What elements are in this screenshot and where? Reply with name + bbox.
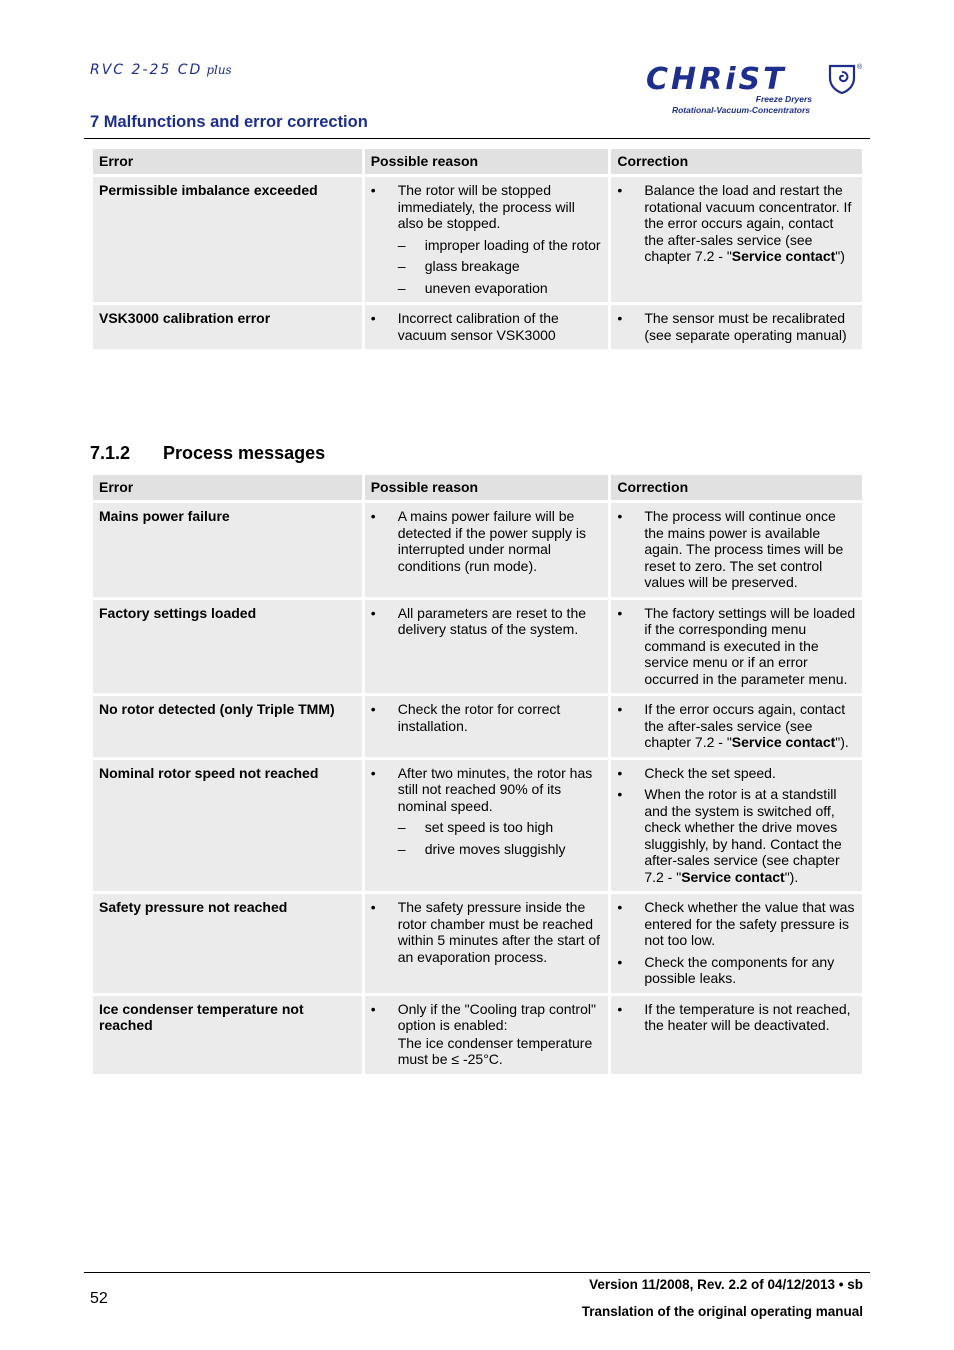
christ-logo — [640, 62, 868, 122]
list-item: • The process will continue once the mains power is available again. The process times will be reset to zero. The set control values will be preserved. — [617, 508, 844, 590]
table-header-row — [93, 149, 862, 174]
list-item: • If the error occurs again, contact the after-sales service (see chapter 7.2 - "Service contact"). — [617, 701, 849, 750]
error-name: Factory settings loaded — [93, 600, 362, 694]
list-item: • The rotor will be stopped immediately, the process will also be stopped. – improper loading of the rotor – glass breakage – uneven evaporation — [370, 182, 601, 296]
correction-cell — [611, 600, 862, 694]
reason-cell — [365, 894, 609, 993]
error-name: Mains power failure — [93, 503, 362, 597]
correction-cell — [611, 305, 862, 349]
table-row — [93, 305, 862, 349]
list-item: – improper loading of the rotor — [397, 236, 601, 253]
product-name — [90, 62, 232, 78]
footer-rule — [84, 1272, 870, 1273]
shield-logo-icon — [828, 64, 856, 94]
list-item: • A mains power failure will be detected if the power supply is interrupted under normal conditions (run mode). — [370, 508, 587, 574]
page-number: 52 — [90, 1290, 108, 1307]
footer-translation: Translation of the original operating manual — [581, 1304, 863, 1319]
header-correction: Correction — [611, 149, 862, 174]
reason-cell — [365, 996, 609, 1074]
list-item: • Check the rotor for correct installation. — [370, 701, 561, 734]
product-suffix: plus — [206, 63, 232, 77]
header-error: Error — [93, 149, 362, 174]
list-item: • Check the set speed. — [617, 764, 776, 781]
table-header-row — [93, 475, 862, 500]
list-item: • Only if the "Cooling trap control" option is enabled: The ice condenser temperature must be ≤ -25°C. — [370, 1000, 596, 1067]
table-row — [93, 760, 862, 892]
list-item: – glass breakage — [397, 258, 520, 274]
section-heading — [90, 443, 325, 464]
error-table-process-messages — [90, 472, 865, 1077]
logo-line-2: Rotational-Vacuum-Concentrators — [671, 105, 810, 115]
error-name: VSK3000 calibration error — [93, 305, 362, 349]
reason-cell — [365, 177, 609, 302]
list-item: • All parameters are reset to the delivery status of the system. — [370, 604, 587, 637]
correction-cell — [611, 503, 862, 597]
error-name: Safety pressure not reached — [93, 894, 362, 993]
error-name: Ice condenser temperature not reached — [93, 996, 362, 1074]
list-item: • When the rotor is at a standstill and the system is switched off, check whether the drive moves sluggishly, by hand. Contact the after-sales service (see chapter 7.2 - "Service contact"). — [617, 786, 842, 885]
correction-cell — [611, 760, 862, 892]
logo-brand: CHRiST — [646, 62, 787, 97]
error-name: Nominal rotor speed not reached — [93, 760, 362, 892]
section-number: 7.1.2 — [90, 443, 131, 463]
header-reason: Possible reason — [365, 475, 609, 500]
header-correction: Correction — [611, 475, 862, 500]
footer-version: Version 11/2008, Rev. 2.2 of 04/12/2013 • sb — [589, 1277, 863, 1292]
correction-cell — [611, 996, 862, 1074]
reason-cell — [365, 305, 609, 349]
table-row — [93, 996, 862, 1074]
list-item: • Check the components for any possible leaks. — [617, 953, 835, 986]
reason-cell — [365, 503, 609, 597]
header-reason: Possible reason — [365, 149, 609, 174]
list-item: – uneven evaporation — [397, 279, 548, 296]
reason-cell — [365, 760, 609, 892]
correction-cell — [611, 894, 862, 993]
correction-cell — [611, 696, 862, 757]
header-error: Error — [93, 475, 362, 500]
list-item: • Check whether the value that was entered for the safety pressure is not too low. — [617, 899, 855, 948]
list-item: – drive moves sluggishly — [397, 840, 566, 857]
list-item: – set speed is too high — [397, 819, 554, 835]
error-name: No rotor detected (only Triple TMM) — [93, 696, 362, 757]
correction-cell — [611, 177, 862, 302]
list-item: • If the temperature is not reached, the heater will be deactivated. — [617, 1000, 851, 1033]
list-item: • The safety pressure inside the rotor chamber must be reached within 5 minutes after the start of an evaporation process. — [370, 899, 601, 965]
list-item: • The sensor must be recalibrated (see separate operating manual) — [617, 310, 847, 343]
error-table-malfunctions — [90, 146, 865, 352]
chapter-title: 7 Malfunctions and error correction — [90, 113, 368, 131]
list-item: • The factory settings will be loaded if the corresponding menu command is executed in the service menu or if an error occurred in the parameter menu. — [617, 604, 856, 687]
logo-registered: ® — [857, 64, 863, 71]
table-row — [93, 894, 862, 993]
error-name: Permissible imbalance exceeded — [93, 177, 362, 302]
product-main: RVC 2-25 CD — [90, 62, 203, 78]
header-rule — [84, 138, 870, 139]
list-item: • Incorrect calibration of the vacuum sensor VSK3000 — [370, 310, 559, 343]
list-item: • Balance the load and restart the rotational vacuum concentrator. If the error occurs again, contact the after-sales service (see chapter 7.2 - "Service contact") — [617, 182, 852, 264]
list-item: • After two minutes, the rotor has still not reached 90% of its nominal speed. – set speed is too high – drive moves sluggishly — [371, 765, 603, 858]
table-row — [93, 696, 862, 757]
table-row — [93, 177, 862, 302]
table-row — [93, 503, 862, 597]
section-title: Process messages — [163, 443, 326, 463]
table-row — [93, 600, 862, 694]
logo-line-1: Freeze Dryers — [755, 94, 812, 104]
reason-cell — [365, 696, 609, 757]
reason-cell — [365, 600, 609, 694]
